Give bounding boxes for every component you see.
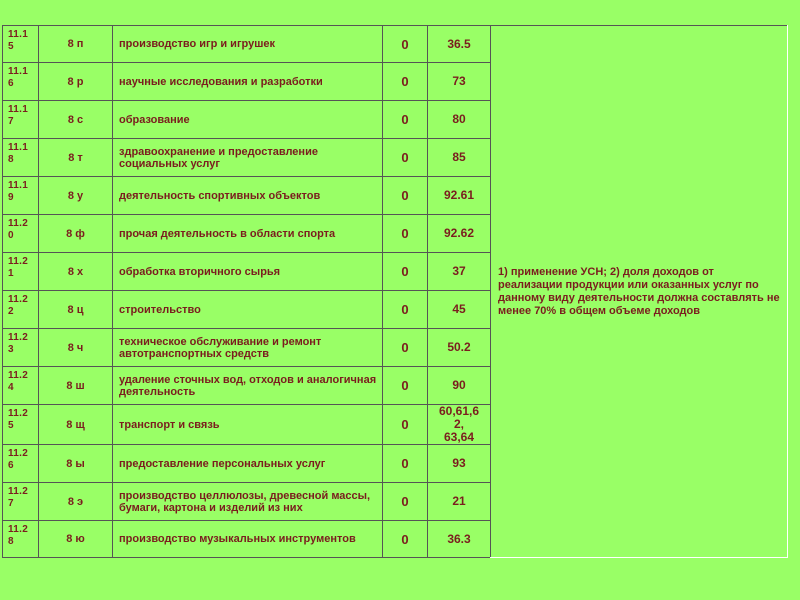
table-body (3, 26, 788, 558)
row-number-text: 11.2 0 (8, 218, 29, 241)
activity-code-cell (39, 63, 113, 101)
okved-code-cell (428, 139, 491, 177)
tax-rate-cell (383, 253, 428, 291)
okved-code-cell (428, 101, 491, 139)
tax-rate-cell (383, 521, 428, 558)
okved-code-text: 37 (452, 264, 466, 278)
activity-code-text: 8 ш (66, 379, 85, 392)
activity-code-cell (39, 139, 113, 177)
okved-code-cell (428, 291, 491, 329)
tax-rate-cell (383, 405, 428, 445)
okved-code-text: 60,61,6 2, 63,64 (438, 404, 480, 444)
activity-code-cell (39, 329, 113, 367)
activity-code-cell (39, 26, 113, 63)
tax-rate-cell (383, 445, 428, 483)
row-number-text: 11.2 7 (8, 486, 29, 509)
row-number-text: 11.2 3 (8, 332, 29, 355)
row-number-cell (3, 215, 39, 253)
activity-name-text: производство целлюлозы, древесной массы, бумаги, картона и изделий из них (119, 489, 371, 514)
activity-code-text: 8 у (67, 189, 84, 202)
row-number-text: 11.1 8 (8, 142, 29, 165)
row-number-cell (3, 139, 39, 177)
activity-code-cell (39, 521, 113, 558)
row-number-text: 11.2 1 (8, 256, 29, 279)
okved-code-cell (428, 445, 491, 483)
activity-name-text: техническое обслуживание и ремонт автотранспортных средств (119, 335, 322, 360)
okved-code-cell (428, 253, 491, 291)
activity-name-text: образование (119, 113, 190, 126)
row-number-cell (3, 177, 39, 215)
activity-code-text: 8 ф (66, 227, 85, 240)
okved-code-cell (428, 177, 491, 215)
okved-code-text: 80 (452, 112, 466, 126)
row-number-text: 11.2 4 (8, 370, 29, 393)
activity-code-text: 8 р (67, 75, 84, 88)
row-number-text: 11.1 5 (8, 29, 29, 52)
row-number-text: 11.2 2 (8, 294, 29, 317)
tax-rate-text: 0 (401, 417, 409, 432)
okved-code-cell (428, 405, 491, 445)
tax-rate-text: 0 (401, 494, 409, 509)
tax-rate-cell (383, 177, 428, 215)
activity-code-cell (39, 367, 113, 405)
okved-code-text: 36.5 (447, 36, 471, 51)
activity-name-cell (113, 215, 383, 253)
conditions-cell (491, 26, 788, 558)
activity-code-text: 8 ч (67, 341, 84, 354)
activity-code-cell (39, 101, 113, 139)
activity-name-cell (113, 521, 383, 558)
tax-rate-cell (383, 139, 428, 177)
okved-code-text: 36.3 (447, 531, 471, 546)
tax-rate-text: 0 (401, 531, 409, 547)
activity-code-text: 8 с (67, 113, 84, 126)
activity-name-cell (113, 367, 383, 405)
row-number-cell (3, 101, 39, 139)
activity-name-text: обработка вторичного сырья (119, 265, 281, 278)
tax-rate-text: 0 (401, 150, 409, 165)
row-number-cell (3, 483, 39, 521)
activity-name-text: строительство (119, 303, 201, 316)
row-number-text: 11.1 9 (8, 180, 29, 203)
row-number-cell (3, 63, 39, 101)
activity-name-text: здравоохранение и предоставление социальных услуг (119, 145, 318, 170)
activity-name-text: предоставление персональных услуг (119, 457, 326, 470)
okved-code-text: 92.61 (443, 188, 475, 202)
activity-name-text: производство музыкальных инструментов (119, 533, 356, 545)
okved-code-cell (428, 521, 491, 558)
okved-code-text: 73 (452, 74, 466, 88)
row-number-cell (3, 445, 39, 483)
row-number-cell (3, 291, 39, 329)
activity-name-text: удаление сточных вод, отходов и аналогичная деятельность (119, 373, 377, 398)
activity-code-cell (39, 177, 113, 215)
tax-rate-cell (383, 367, 428, 405)
row-number-text: 11.2 5 (8, 408, 29, 431)
activity-code-cell (39, 405, 113, 445)
tax-rate-text: 0 (401, 36, 409, 52)
activity-tax-table (2, 25, 788, 558)
tax-rate-cell (383, 63, 428, 101)
tax-rate-cell (383, 483, 428, 521)
tax-rate-text: 0 (401, 340, 409, 355)
row-number-cell (3, 405, 39, 445)
tax-rate-cell (383, 101, 428, 139)
okved-code-text: 93 (452, 456, 466, 470)
row-number-cell (3, 26, 39, 63)
activity-code-text: 8 ц (67, 303, 84, 316)
tax-rate-cell (383, 329, 428, 367)
row-number-cell (3, 253, 39, 291)
okved-code-text: 50.2 (447, 340, 471, 354)
activity-code-text: 8 п (67, 38, 84, 50)
okved-code-cell (428, 215, 491, 253)
okved-code-text: 85 (452, 150, 466, 164)
activity-name-text: транспорт и связь (119, 418, 220, 431)
activity-code-cell (39, 291, 113, 329)
tax-rate-text: 0 (401, 264, 409, 279)
activity-name-text: научные исследования и разработки (119, 75, 323, 88)
activity-code-text: 8 щ (66, 418, 85, 431)
table-row (3, 26, 788, 63)
okved-code-cell (428, 63, 491, 101)
activity-name-text: деятельность спортивных объектов (119, 189, 321, 202)
okved-code-cell (428, 329, 491, 367)
activity-name-cell (113, 445, 383, 483)
activity-name-cell (113, 63, 383, 101)
row-number-text: 11.1 7 (8, 104, 29, 127)
activity-name-text: прочая деятельность в области спорта (119, 227, 336, 240)
okved-code-text: 21 (452, 494, 466, 508)
tax-rate-text: 0 (401, 302, 409, 317)
activity-name-cell (113, 291, 383, 329)
tax-rate-text: 0 (401, 378, 409, 393)
tax-rate-text: 0 (401, 74, 409, 89)
activity-code-text: 8 ы (66, 457, 85, 470)
okved-code-text: 90 (452, 378, 466, 392)
activity-name-cell (113, 177, 383, 215)
activity-code-cell (39, 215, 113, 253)
row-number-cell (3, 521, 39, 558)
okved-code-text: 92.62 (443, 226, 475, 240)
activity-code-cell (39, 253, 113, 291)
activity-name-cell (113, 483, 383, 521)
activity-name-cell (113, 253, 383, 291)
activity-code-text: 8 т (68, 151, 83, 164)
activity-name-text: производство игр и игрушек (119, 38, 276, 50)
row-number-text: 11.2 8 (8, 524, 29, 547)
activity-name-cell (113, 329, 383, 367)
tax-rate-text: 0 (401, 188, 409, 203)
row-number-cell (3, 367, 39, 405)
okved-code-text: 45 (452, 302, 466, 316)
tax-rate-text: 0 (401, 456, 409, 471)
activity-code-text: 8 х (67, 265, 84, 278)
activity-code-text: 8 ю (66, 533, 85, 545)
activity-name-cell (113, 101, 383, 139)
okved-code-cell (428, 483, 491, 521)
row-number-cell (3, 329, 39, 367)
activity-name-cell (113, 139, 383, 177)
row-number-text: 11.2 6 (8, 448, 29, 471)
conditions-text: 1) применение УСН; 2) доля доходов от реализации продукции или оказанных услуг по данному виду деятельности должна составлять не менее 70% в общем объеме доходов (498, 265, 780, 317)
activity-code-cell (39, 483, 113, 521)
activity-code-cell (39, 445, 113, 483)
tax-rate-text: 0 (401, 226, 409, 241)
row-number-text: 11.1 6 (8, 66, 29, 89)
activity-name-cell (113, 26, 383, 63)
tax-rate-cell (383, 215, 428, 253)
okved-code-cell (428, 26, 491, 63)
activity-code-text: 8 э (67, 495, 84, 508)
tax-rate-cell (383, 291, 428, 329)
tax-rate-cell (383, 26, 428, 63)
tax-rate-text: 0 (401, 112, 409, 127)
okved-code-cell (428, 367, 491, 405)
activity-name-cell (113, 405, 383, 445)
